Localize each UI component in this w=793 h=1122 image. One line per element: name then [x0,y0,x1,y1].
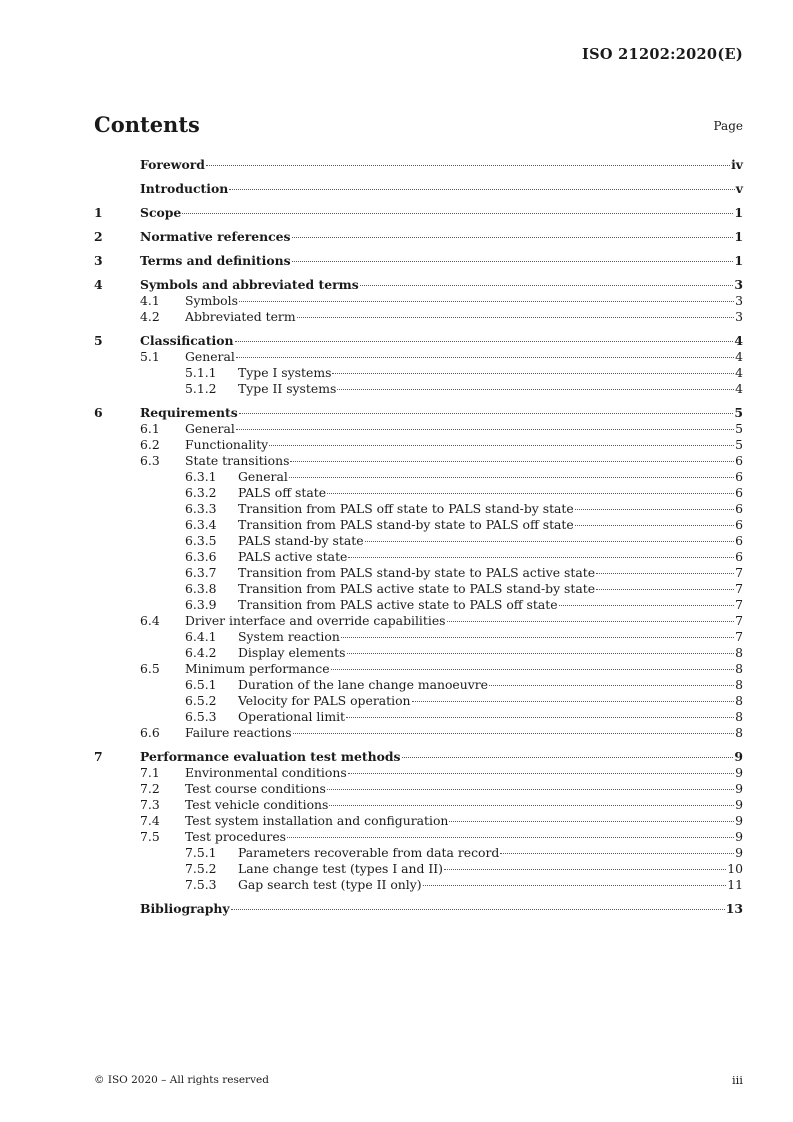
toc-entry-page: 6 [735,517,743,532]
toc-entry-page: 7 [735,597,743,612]
toc-entry[interactable] [94,709,743,725]
toc-entry-page: 6 [735,453,743,468]
toc-entry-page: 4 [734,333,743,348]
toc-entry-page: 8 [735,693,743,708]
toc-dot-leader [559,605,735,606]
toc-dot-leader [347,653,735,654]
toc-dot-leader [500,853,734,854]
toc-dot-leader [596,573,734,574]
toc-dot-leader [346,717,734,718]
toc-entry[interactable] [94,349,743,365]
toc-entry-page: 1 [734,229,743,244]
toc-entry[interactable] [94,797,743,813]
toc-entry-number: 6.3.5 [185,533,217,548]
toc-entry-title: PALS stand-by state [238,533,364,548]
toc-entry-title: Type II systems [238,381,337,396]
toc-dot-leader [292,237,734,238]
toc-entry-page: 9 [735,797,743,812]
toc-entry-number: 6.4 [140,613,160,628]
toc-entry-number: 4.2 [140,309,160,324]
toc-entry-number: 1 [94,205,103,220]
toc-dot-leader [292,261,734,262]
toc-entry-title: Test vehicle conditions [185,797,329,812]
toc-entry-title: System reaction [238,629,340,644]
toc-entry-number: 5.1.1 [185,365,217,380]
toc-dot-leader [239,413,734,414]
toc-entry-page: 8 [735,661,743,676]
toc-entry[interactable] [94,517,743,533]
toc-dot-leader [329,805,734,806]
toc-entry-title: Performance evaluation test methods [140,749,401,764]
toc-entry-title: Operational limit [238,709,346,724]
toc-entry-title: Test procedures [185,829,287,844]
toc-entry-number: 6.5.3 [185,709,217,724]
toc-entry-title: Scope [140,205,182,220]
toc-entry[interactable] [94,437,743,453]
toc-entry-page: 3 [735,293,743,308]
toc-entry-page: 7 [735,613,743,628]
toc-entry-title: Display elements [238,645,346,660]
toc-entry-title: Failure reactions [185,725,292,740]
toc-entry-page: 9 [735,829,743,844]
toc-dot-leader [348,557,734,558]
toc-entry-number: 6.4.2 [185,645,217,660]
toc-dot-leader [365,541,735,542]
toc-entry-page: 9 [735,781,743,796]
toc-dot-leader [229,189,735,190]
toc-entry-number: 5.1 [140,349,160,364]
toc-entry[interactable] [94,421,743,437]
toc-entry[interactable] [94,565,743,581]
toc-entry[interactable] [94,645,743,661]
toc-entry[interactable] [94,228,743,245]
toc-entry-number: 6.5.2 [185,693,217,708]
toc-dot-leader [236,357,734,358]
toc-dot-leader [444,869,726,870]
toc-entry-number: 5.1.2 [185,381,217,396]
toc-entry-title: Bibliography [140,901,230,916]
toc-entry[interactable] [94,533,743,549]
toc-entry[interactable] [94,276,743,293]
toc-entry-page: 8 [735,725,743,740]
toc-entry-page: 5 [735,437,743,452]
toc-dot-leader [297,317,735,318]
toc-entry[interactable] [94,332,743,349]
toc-entry-number: 6.3.7 [185,565,217,580]
toc-entry-page: 7 [735,581,743,596]
toc-dot-leader [341,637,734,638]
toc-entry-page: 8 [735,709,743,724]
toc-entry-title: Transition from PALS stand-by state to PALS active state [238,565,596,580]
toc-entry-number: 6.6 [140,725,160,740]
toc-entry-number: 7.4 [140,813,160,828]
toc-entry-page: 9 [735,813,743,828]
toc-entry-title: Symbols and abbreviated terms [140,277,359,292]
toc-entry[interactable] [94,469,743,485]
toc-dot-leader [239,301,734,302]
toc-entry-page: 1 [734,253,743,268]
toc-entry-number: 7.3 [140,797,160,812]
toc-entry[interactable] [94,293,743,309]
toc-entry[interactable] [94,613,743,629]
toc-entry[interactable] [94,156,743,173]
toc-entry-page: 9 [735,845,743,860]
toc-entry[interactable] [94,725,743,741]
toc-entry-title: Velocity for PALS operation [238,693,411,708]
page-number: iii [731,1073,743,1087]
toc-entry-number: 6.3.8 [185,581,217,596]
toc-entry-number: 6.3.6 [185,549,217,564]
toc-entry-page: 4 [735,381,743,396]
toc-dot-leader [182,213,733,214]
toc-dot-leader [269,445,734,446]
toc-entry-page: 6 [735,549,743,564]
toc-dot-leader [412,701,735,702]
toc-entry-page: 6 [735,469,743,484]
toc-entry-title: Transition from PALS active state to PALS stand-by state [238,581,596,596]
toc-entry-title: Test system installation and configuration [185,813,449,828]
toc-entry[interactable] [94,404,743,421]
toc-entry-title: PALS off state [238,485,327,500]
copyright-notice: © ISO 2020 – All rights reserved [94,1074,269,1086]
toc-entry-number: 3 [94,253,103,268]
toc-dot-leader [575,509,734,510]
toc-entry-number: 7.5.3 [185,877,217,892]
toc-dot-leader [287,837,734,838]
toc-entry-page: 5 [735,421,743,436]
toc-dot-leader [327,493,734,494]
toc-entry[interactable] [94,845,743,861]
toc-entry-title: Transition from PALS off state to PALS stand-by state [238,501,574,516]
toc-entry-page: 8 [735,677,743,692]
toc-entry-title: State transitions [185,453,290,468]
toc-entry[interactable] [94,453,743,469]
toc-entry[interactable] [94,309,743,325]
toc-dot-leader [331,669,735,670]
toc-entry-number: 6.1 [140,421,160,436]
toc-dot-leader [596,589,734,590]
toc-entry-title: Abbreviated term [185,309,296,324]
toc-entry-number: 2 [94,229,103,244]
toc-entry-title: Normative references [140,229,291,244]
toc-entry-number: 7.5.2 [185,861,217,876]
toc-entry-number: 6 [94,405,103,420]
toc-entry-number: 6.2 [140,437,160,452]
toc-entry-page: 4 [735,349,743,364]
toc-dot-leader [348,773,734,774]
toc-entry[interactable] [94,677,743,693]
toc-entry-page: 6 [735,533,743,548]
toc-entry-page: 3 [735,309,743,324]
toc-entry-page: 6 [735,501,743,516]
toc-entry[interactable] [94,597,743,613]
toc-dot-leader [293,733,735,734]
toc-dot-leader [447,621,735,622]
toc-dot-leader [206,165,730,166]
toc-entry[interactable] [94,381,743,397]
toc-entry[interactable] [94,877,743,893]
toc-dot-leader [402,757,734,758]
toc-entry-title: Lane change test (types I and II) [238,861,444,876]
toc-entry-title: General [238,469,288,484]
toc-entry-page: 8 [735,645,743,660]
toc-entry[interactable] [94,485,743,501]
toc-entry-title: Functionality [185,437,269,452]
toc-entry-title: Gap search test (type II only) [238,877,422,892]
toc-entry-page: 1 [734,205,743,220]
toc-entry[interactable] [94,252,743,269]
toc-entry[interactable] [94,765,743,781]
toc-entry[interactable] [94,900,743,917]
toc-entry[interactable] [94,861,743,877]
page-title: Contents [94,112,200,137]
toc-entry-number: 7.5.1 [185,845,217,860]
contents-header [94,112,743,138]
toc-dot-leader [235,341,734,342]
toc-dot-leader [449,821,734,822]
toc-entry[interactable] [94,629,743,645]
toc-entry-title: Test course conditions [185,781,326,796]
toc-entry-title: General [185,349,235,364]
toc-dot-leader [290,461,734,462]
toc-dot-leader [423,885,727,886]
toc-entry[interactable] [94,581,743,597]
toc-entry-title: Type I systems [238,365,332,380]
toc-entry-title: Transition from PALS active state to PALS off state [238,597,558,612]
toc-entry-number: 6.3.9 [185,597,217,612]
table-of-contents [94,156,743,917]
toc-entry-title: Terms and definitions [140,253,291,268]
toc-entry-page: 3 [734,277,743,292]
toc-entry-number: 6.3 [140,453,160,468]
toc-entry[interactable] [94,661,743,677]
toc-entry[interactable] [94,549,743,565]
toc-entry-title: Parameters recoverable from data record [238,845,500,860]
toc-entry-number: 6.3.1 [185,469,217,484]
toc-entry-title: Environmental conditions [185,765,347,780]
toc-entry[interactable] [94,365,743,381]
toc-entry-number: 6.3.3 [185,501,217,516]
toc-dot-leader [236,429,734,430]
toc-entry-page: 9 [735,765,743,780]
toc-entry-number: 7.1 [140,765,160,780]
toc-dot-leader [337,389,734,390]
toc-entry-page: 9 [734,749,743,764]
toc-entry-page: 13 [725,901,743,916]
toc-entry-title: Duration of the lane change manoeuvre [238,677,488,692]
toc-entry-title: Introduction [140,181,229,196]
toc-dot-leader [575,525,734,526]
toc-entry[interactable] [94,748,743,765]
toc-entry[interactable] [94,204,743,221]
toc-entry-page: 6 [735,485,743,500]
toc-entry-number: 6.5.1 [185,677,217,692]
toc-entry-title: Symbols [185,293,238,308]
toc-entry-title: Classification [140,333,234,348]
toc-entry[interactable] [94,693,743,709]
toc-entry-number: 4 [94,277,103,292]
toc-entry[interactable] [94,781,743,797]
toc-entry-number: 6.4.1 [185,629,217,644]
toc-entry-number: 7 [94,749,103,764]
toc-dot-leader [360,285,734,286]
toc-entry-title: Driver interface and override capabilities [185,613,446,628]
toc-entry-page: 10 [727,861,743,876]
toc-entry-page: 4 [735,365,743,380]
toc-entry-page: v [735,181,743,196]
toc-dot-leader [327,789,734,790]
toc-dot-leader [231,909,725,910]
toc-entry-page: 11 [727,877,743,892]
toc-entry-title: Requirements [140,405,238,420]
document-identifier: ISO 21202:2020(E) [582,46,743,63]
toc-entry[interactable] [94,829,743,845]
toc-dot-leader [289,477,734,478]
toc-entry-page: 5 [734,405,743,420]
toc-entry-title: Minimum performance [185,661,330,676]
toc-entry-number: 6.5 [140,661,160,676]
toc-entry-number: 6.3.2 [185,485,217,500]
toc-entry-page: iv [731,157,743,172]
toc-entry-number: 4.1 [140,293,160,308]
toc-entry-number: 5 [94,333,103,348]
page-column-label: Page [713,119,743,133]
toc-entry-page: 7 [735,629,743,644]
toc-entry-title: Transition from PALS stand-by state to PALS off state [238,517,574,532]
toc-entry[interactable] [94,501,743,517]
toc-entry-page: 7 [735,565,743,580]
toc-dot-leader [489,685,734,686]
toc-entry[interactable] [94,180,743,197]
toc-dot-leader [332,373,734,374]
toc-entry-title: General [185,421,235,436]
toc-entry-number: 6.3.4 [185,517,217,532]
toc-entry-title: PALS active state [238,549,348,564]
toc-entry-number: 7.5 [140,829,160,844]
toc-entry-title: Foreword [140,157,205,172]
toc-entry[interactable] [94,813,743,829]
toc-entry-number: 7.2 [140,781,160,796]
